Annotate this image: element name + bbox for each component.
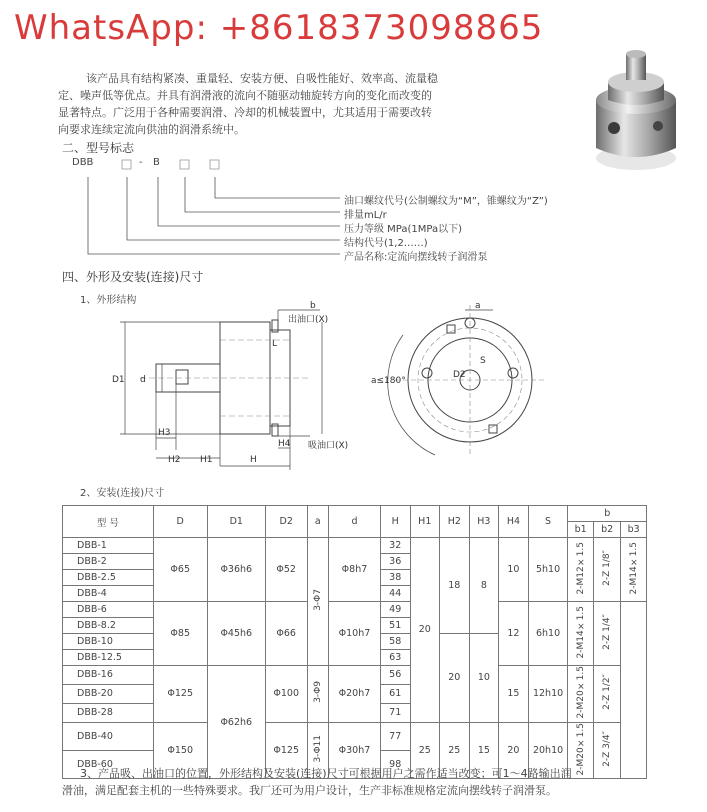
cell-D2: Φ100	[265, 666, 307, 723]
cell-D2: Φ66	[265, 602, 307, 666]
cell-H: 38	[380, 570, 410, 586]
code-b: B	[153, 157, 160, 168]
th-H4: H4	[499, 506, 529, 538]
cell-b3-empty	[621, 602, 647, 779]
cell-S: 20h10	[528, 722, 568, 779]
cell-D1: Φ36h6	[207, 538, 265, 602]
table-row	[63, 666, 647, 685]
cell-model: DBB-10	[63, 634, 154, 650]
th-b3: b3	[621, 522, 647, 538]
cell-model: DBB-1	[63, 538, 154, 554]
cell-H: 61	[380, 684, 410, 703]
cell-H4: 20	[499, 722, 529, 779]
cell-H: 58	[380, 634, 410, 650]
cell-H4: 15	[499, 666, 529, 723]
footnote-line: 3、产品吸、出油口的位置，外形结构及安装(连接)尺寸可根据用户之需作适当改变；可1～4路输出润	[80, 767, 572, 780]
dim-H3: H3	[158, 428, 171, 438]
cell-b1	[568, 666, 593, 723]
dim-D2: D2	[453, 370, 466, 380]
intro-paragraph	[58, 70, 508, 138]
cell-b3	[621, 538, 647, 602]
th-a: a	[307, 506, 328, 538]
cell-H3: 15	[469, 722, 499, 779]
cell-H2: 25	[440, 722, 470, 779]
th-b1: b1	[568, 522, 593, 538]
cell-b1-text: 2-M20×1.5	[575, 666, 586, 719]
th-b2: b2	[593, 522, 621, 538]
dim-H1: H1	[200, 455, 213, 465]
cell-model: DBB-40	[63, 722, 154, 750]
cell-H: 36	[380, 554, 410, 570]
cell-model: DBB-28	[63, 703, 154, 722]
cell-D1: Φ45h6	[207, 602, 265, 666]
cell-a-text: 3-Φ9	[312, 681, 323, 704]
cell-H: 98	[380, 750, 410, 778]
label-outlet: 出油口(X)	[288, 315, 329, 325]
section4-title: 四、外形及安装(连接)尺寸	[62, 270, 204, 284]
side-view-drawing	[100, 300, 350, 480]
cell-H1: 25	[410, 722, 440, 779]
dim-a: a	[475, 301, 481, 311]
label-structure: 结构代号(1,2……)	[344, 238, 428, 249]
cell-b2-text: 2-Z 3/4″	[602, 730, 613, 767]
table-row	[63, 722, 647, 750]
cell-H3: 8	[469, 538, 499, 634]
code-dash: -	[139, 157, 143, 168]
table-row	[63, 538, 647, 554]
th-D: D	[153, 506, 207, 538]
footnote	[62, 765, 640, 799]
dim-S: S	[480, 356, 486, 366]
cell-a	[307, 666, 328, 723]
cell-H: 63	[380, 650, 410, 666]
intro-line: 该产品具有结构紧凑、重量轻、安装方便、自吸性能好、效率高、流量稳	[86, 72, 438, 85]
cell-H1: 20	[410, 538, 440, 723]
table-row	[63, 602, 647, 618]
code-prefix: DBB	[72, 157, 94, 168]
cell-model: DBB-12.5	[63, 650, 154, 666]
th-d: d	[328, 506, 380, 538]
cell-H: 77	[380, 722, 410, 750]
label-thread: 油口螺纹代号(公制螺纹为“M”，锥螺纹为“Z”)	[344, 196, 548, 207]
sub2-title: 2、安装(连接)尺寸	[80, 488, 165, 499]
section2-title: 二、型号标志	[62, 141, 135, 155]
dim-angle: a≤180°	[371, 376, 406, 386]
label-displacement: 排量mL/r	[344, 210, 387, 221]
cell-b2	[593, 666, 621, 723]
cell-D2: Φ52	[265, 538, 307, 602]
cell-model: DBB-20	[63, 684, 154, 703]
th-D1: D1	[207, 506, 265, 538]
intro-line: 定、噪声低等优点。并具有润滑液的流向不随驱动轴旋转方向的变化而改变的	[58, 89, 432, 102]
cell-a-text: 3-Φ7	[312, 589, 323, 611]
cell-D2: Φ125	[265, 722, 307, 779]
cell-H4: 10	[499, 538, 529, 602]
label-inlet: 吸油口(X)	[308, 441, 349, 451]
cell-model: DBB-2	[63, 554, 154, 570]
cell-b1	[568, 602, 593, 666]
cell-b2-text: 2-Z 1/2″	[602, 674, 613, 711]
cell-b2-text: 2-Z 1/8″	[602, 550, 613, 586]
cell-d: Φ10h7	[328, 602, 380, 666]
label-pressure: 压力等级 MPa(1MPa以下)	[344, 224, 463, 235]
cell-model: DBB-60	[63, 750, 154, 778]
dim-b: b	[310, 301, 316, 311]
th-H2: H2	[440, 506, 470, 538]
cell-H: 56	[380, 666, 410, 685]
cell-d: Φ8h7	[328, 538, 380, 602]
cell-model: DBB-4	[63, 586, 154, 602]
th-D2: D2	[265, 506, 307, 538]
cell-b1-text: 2-M12×1.5	[575, 541, 586, 595]
intro-line: 显著特点。广泛用于各种需要润滑、冷却的机械装置中，尤其适用于需要改转	[58, 106, 432, 119]
th-b: b	[568, 506, 647, 522]
cell-b2	[593, 538, 621, 602]
cell-D: Φ125	[153, 666, 207, 723]
model-code-diagram	[60, 155, 620, 265]
sub1-title: 1、外形结构	[80, 295, 137, 306]
cell-model: DBB-6	[63, 602, 154, 618]
cell-b2-text: 2-Z 1/4″	[602, 614, 613, 650]
cell-S: 12h10	[528, 666, 568, 723]
cell-D: Φ150	[153, 722, 207, 779]
cell-b3-text: 2-M14×1.5	[628, 541, 639, 595]
th-H: H	[380, 506, 410, 538]
dim-H2: H2	[168, 455, 181, 465]
cell-H: 32	[380, 538, 410, 554]
dim-L: L	[272, 339, 278, 349]
cell-a-text: 3-Φ11	[312, 735, 323, 763]
cell-H2: 18	[440, 538, 470, 634]
cell-d: Φ30h7	[328, 722, 380, 779]
dim-d: d	[140, 375, 146, 385]
cell-D: Φ85	[153, 602, 207, 666]
cell-b1-text: 2-M20×1.5	[575, 722, 586, 776]
dim-D1: D1	[112, 375, 125, 385]
cell-model: DBB-16	[63, 666, 154, 685]
cell-H: 51	[380, 618, 410, 634]
label-name: 产品名称:定流向摆线转子润滑泵	[344, 252, 488, 263]
th-H3: H3	[469, 506, 499, 538]
dim-H: H	[250, 455, 257, 465]
dim-H4: H4	[278, 439, 291, 449]
cell-H: 44	[380, 586, 410, 602]
cell-H4: 12	[499, 602, 529, 666]
th-model: 型 号	[63, 506, 154, 538]
cell-D1: Φ62h6	[207, 666, 265, 779]
intro-line: 向要求连续定流向供油的润滑系统中。	[58, 123, 245, 136]
whatsapp-watermark: WhatsApp: +8618373098865	[14, 8, 544, 48]
cell-H2: 20	[440, 634, 470, 723]
cell-model: DBB-8.2	[63, 618, 154, 634]
th-S: S	[528, 506, 568, 538]
cell-S: 6h10	[528, 602, 568, 666]
cell-b1	[568, 538, 593, 602]
spec-table	[62, 505, 647, 779]
cell-H: 71	[380, 703, 410, 722]
footnote-line: 滑油，满足配套主机的一些特殊要求。我厂还可为用户设计，生产非标准规格定流向摆线转子润滑泵。	[62, 784, 557, 797]
cell-D: Φ65	[153, 538, 207, 602]
cell-S: 5h10	[528, 538, 568, 602]
cell-b2	[593, 602, 621, 666]
cell-b1-text: 2-M14×1.5	[575, 605, 586, 659]
th-H1: H1	[410, 506, 440, 538]
cell-a	[307, 538, 328, 666]
cell-d: Φ20h7	[328, 666, 380, 723]
front-view-drawing	[365, 295, 565, 470]
cell-model: DBB-2.5	[63, 570, 154, 586]
cell-H: 49	[380, 602, 410, 618]
cell-H3: 10	[469, 634, 499, 723]
